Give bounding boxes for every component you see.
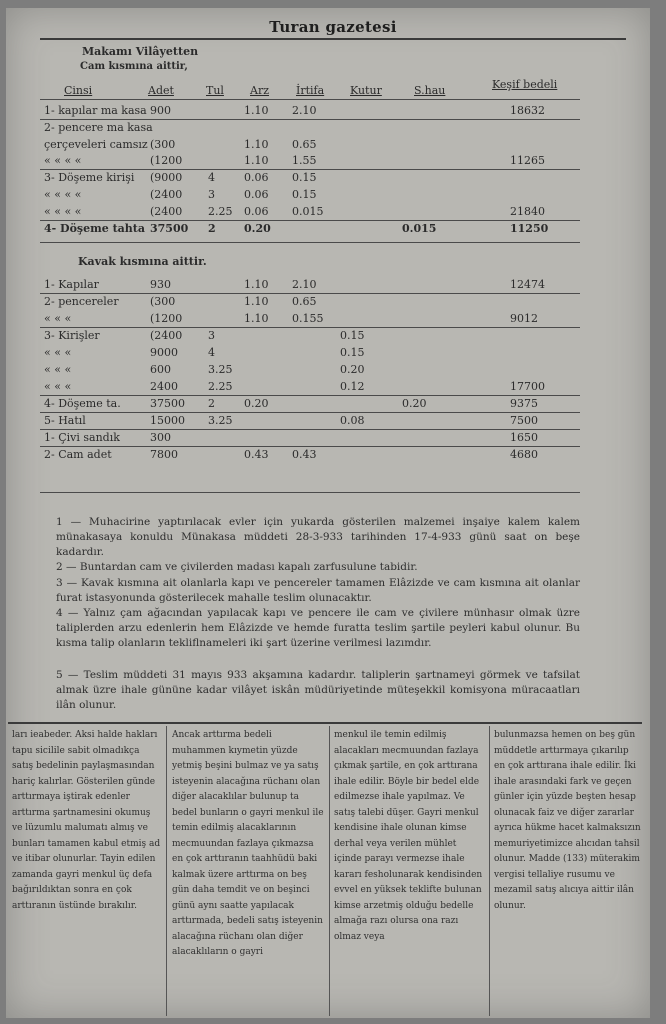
table1-cell-kesif: 11265: [510, 154, 545, 168]
table2-cell-adet: 930: [150, 278, 171, 291]
column-1: [12, 728, 162, 1008]
table2-cell-adet: 600: [150, 363, 171, 376]
table2-cell-tul: 3.25: [208, 363, 233, 376]
table1-cell-kesif: 11250: [510, 221, 549, 235]
table1-cell-cinsi: « « « «: [44, 204, 82, 218]
table1-cell-cinsi: çerçeveleri camsız: [44, 137, 148, 151]
table2-cell-adet: 7800: [150, 448, 178, 461]
table2-row-rule: [40, 327, 580, 328]
table2-cell-cinsi: 1- Kapılar: [44, 278, 99, 291]
table1-row-rule: [40, 220, 580, 221]
table2-cell-adet: 37500: [150, 397, 185, 410]
table2-cell-tul: 2: [208, 397, 215, 410]
columns-top-rule: [8, 722, 642, 724]
condition-4: 4 — Yalnız çam ağacından yapılacak kapı ve pencere ile cam ve çivilere münhasır olmak üzre taliplerden arzu edenlerin hem Elâzizde ve hemde furatta teslim şartile peyleri kabul olunur. Bu kısma talip olanların tekliflnameleri iki şart üzerine verilmesi lazımdır.: [56, 607, 580, 649]
table2-cell-irtifa: 0.65: [292, 295, 317, 308]
header-tul: Tul: [206, 84, 224, 97]
column-3: [334, 728, 484, 1008]
condition-3: 3 — Kavak kısmına ait olanlarla kapı ve pencereler tamamen Elâzizde ve cam kısmına ait olanlar furat istasyonunda gösterilecek mahalle teslim olunacaktır.: [56, 577, 580, 604]
table2-cell-adet: (1200: [150, 312, 183, 325]
table2-cell-cinsi: 2- Cam adet: [44, 448, 112, 461]
column-divider-1: [166, 726, 167, 1016]
table2-cell-adet: (2400: [150, 329, 183, 342]
table1-cell-arz: 0.06: [244, 171, 269, 185]
header-smahi: S.hau: [414, 84, 446, 97]
table2-cell-tul: 2.25: [208, 380, 233, 393]
table2-cell-arz: 0.43: [244, 448, 269, 461]
table2-cell-adet: 9000: [150, 346, 178, 359]
table2-cell-arz: 0.20: [244, 397, 269, 410]
table1-cell-arz: 1.10: [244, 137, 269, 151]
table1-cell-arz: 0.20: [244, 221, 271, 235]
table1-row-rule: [40, 169, 580, 170]
table2-cell-kesif: 17700: [510, 380, 545, 393]
table2-row-rule: [40, 395, 580, 396]
column-3-text: menkul ile temin edilmiş alacakları mecmuundan fazlaya çıkmak şartile, en çok arttırana ihale edilir. Böyle bir bedel elde edilmezse ihale yapılmaz. Ve satış talebi düşer. Gayri menkul kendisine ihale olunan kimse derhal veya verilen mühlet içinde parayı vermezse ihale kararı fesholunarak kendisinden evvel en yüksek teklifte bulunan kimse arzetmiş olduğu bedelle almağa razı olursa ona razı olmaz veya: [334, 730, 483, 942]
header-irtifa: İrtifa: [296, 84, 325, 97]
table1-cell-arz: 0.06: [244, 204, 269, 218]
header-kesif: Keşif bedeli: [492, 78, 558, 91]
table1-cell-smahi: 0.015: [402, 221, 437, 235]
table2-row-rule: [40, 446, 580, 447]
column-1-text: ları ieabeder. Aksi halde hakları tapu sicilile sabit olmadıkça satış bedelinin paylaşmasından hariç kalırlar. Gösterilen günde arttırmaya iştirak edenler arttırma şartnamesini okumuş ve lüzumlu malumatı almış ve bunları tamamen kabul etmiş ad ve itibar olunurlar. Tayin edilen zamanda gayri menkul üç defa bağırıldıktan sonra en çok arttıranın üstünde bırakılır.: [12, 730, 161, 911]
table2-cell-cinsi: « « «: [44, 312, 72, 325]
table2-cell-kesif: 1650: [510, 431, 538, 444]
table1-cell-adet: 37500: [150, 221, 189, 235]
table1-cell-arz: 1.10: [244, 154, 269, 168]
table2-cell-cinsi: 2- pencereler: [44, 295, 119, 308]
table1-cell-irtifa: 0.15: [292, 171, 317, 185]
table1-cell-irtifa: 0.015: [292, 204, 324, 218]
table2-cell-cinsi: 1- Çivi sandık: [44, 431, 120, 444]
header-arz: Arz: [250, 84, 269, 97]
column-4: [494, 728, 642, 1008]
table1-cell-irtifa: 1.55: [292, 154, 317, 168]
table1-cell-kesif: 18632: [510, 104, 545, 117]
table1-cell-adet: 900: [150, 104, 171, 117]
table1-cell-cinsi: « « « «: [44, 188, 82, 201]
table2-cell-arz: 1.10: [244, 295, 269, 308]
column-2-text: Ancak arttırma bedeli muhammen kıymetin yüzde yetmiş beşini bulmaz ve ya satış isteyenin alacağına rüchanı olan diğer alacaklılar bulunup ta bedel bunların o gayri menkul ile temin edilmiş alacaklarının mecmuundan fazlaya çıkmazsa en çok arttıranın taahhüdü baki kalmak üzere arttırma on beş gün daha temdit ve on beşinci günü aynı saatte yapılacak arttırmada, bedeli satış isteyenin alacağına rüchanı olan diğer alacaklıların o gayri: [172, 730, 324, 957]
table2-cell-kesif: 12474: [510, 278, 545, 291]
newspaper-title: Turan gazetesi: [269, 18, 397, 36]
table2-cell-cinsi: 5- Hatıl: [44, 414, 86, 427]
table1-cell-adet: (300: [150, 137, 176, 151]
header-cinsi: Cinsi: [64, 84, 93, 97]
table1-cell-tul: 3: [208, 188, 215, 201]
table2-cell-adet: 15000: [150, 414, 185, 427]
condition-1: 1 — Muhacirine yaptırılacak evler için yukarda gösterilen malzemei inşaiye kalem kalem münakasaya konuldu Münakasa müddeti 28-3-933 tarihinden 17-4-933 günü saat on beşe kadardır.: [56, 516, 580, 558]
table2-cell-smahi: 0.20: [402, 397, 427, 410]
table1-cell-irtifa: 0.65: [292, 137, 317, 151]
table1-cell-cinsi: 2- pencere ma kasa: [44, 120, 153, 134]
column-divider-3: [489, 726, 490, 1016]
table2-cell-kesif: 4680: [510, 448, 538, 461]
table2-cell-adet: (300: [150, 295, 176, 308]
table1-cell-adet: (2400: [150, 188, 183, 201]
table2-cell-cinsi: « « «: [44, 363, 72, 376]
table1-cell-cinsi: « « « «: [44, 154, 82, 168]
table2-cell-cinsi: 3- Kirişler: [44, 329, 100, 342]
table2-cell-tul: 3: [208, 329, 215, 342]
table1-bottom-rule: [40, 242, 580, 243]
conditions-top-rule: [40, 492, 580, 493]
table2-cell-arz: 1.10: [244, 278, 269, 291]
condition-2: 2 — Buntardan cam ve çivilerden madası kapalı zarfusulune tabidir.: [56, 561, 418, 573]
table1-cell-tul: 2: [208, 221, 216, 235]
condition-5: 5 — Teslim müddeti 31 mayıs 933 akşamına kadardır. taliplerin şartnameyi görmek ve tafsilat almak üzre ihale gününe kadar vilâyet iskân müdüriyetinde müteşekkil komisyona müracaatları ilân olunur.: [56, 669, 580, 711]
table2-cell-arz: 1.10: [244, 312, 269, 325]
table1-cell-cinsi: 3- Döşeme kirişi: [44, 171, 135, 185]
table2-cell-cinsi: 4- Döşeme ta.: [44, 397, 121, 410]
table2-row-rule: [40, 293, 580, 294]
column-4-text: bulunmazsa hemen on beş gün müddetle arttırmaya çıkarılıp en çok arttırana ihale edilir. İki ihale arasındaki fark ve geçen günler için yüzde beşten hesap olunacak faiz ve diğer zararlar ayrıca hükme hacet kalmaksızın memuriyetimizce alıcıdan tahsil olunur. Madde (133) müterakim vergisi tellaliye rusumu ve mezamil satış alıcıya aittir ilân olunur.: [494, 730, 641, 911]
table2-cell-adet: 2400: [150, 380, 178, 393]
table1-cell-irtifa: 2.10: [292, 104, 317, 117]
table1-cell-adet: (1200: [150, 154, 183, 168]
table2-cell-irtifa: 0.43: [292, 448, 317, 461]
table2-cell-kesif: 9012: [510, 312, 538, 325]
header-rule: [40, 38, 626, 40]
table2-cell-tul: 4: [208, 346, 215, 359]
table1-subtitle: Cam kısmına aittir,: [80, 61, 188, 72]
table2-cell-kutur: 0.15: [340, 346, 365, 359]
header-kutur: Kutur: [350, 84, 382, 97]
table2-title: Kavak kısmına aittir.: [78, 255, 207, 268]
table1-cell-adet: (9000: [150, 171, 183, 185]
table2-cell-kutur: 0.20: [340, 363, 365, 376]
table1-row-rule: [40, 119, 580, 120]
column-divider-2: [329, 726, 330, 1016]
table2-cell-kutur: 0.12: [340, 380, 365, 393]
table1-cell-tul: 2.25: [208, 204, 233, 218]
table2-cell-cinsi: « « «: [44, 346, 72, 359]
table2-row-rule: [40, 429, 580, 430]
table1-cell-cinsi: 4- Döşeme tahta: [44, 221, 145, 235]
table1-cell-arz: 1.10: [244, 104, 269, 117]
table1-cell-arz: 0.06: [244, 188, 269, 201]
table2-cell-irtifa: 0.155: [292, 312, 324, 325]
table2-cell-kesif: 7500: [510, 414, 538, 427]
table1-cell-tul: 4: [208, 171, 215, 185]
table2-row-rule: [40, 412, 580, 413]
table1-title: Makamı Vilâyetten: [82, 45, 199, 58]
table2-cell-cinsi: « « «: [44, 380, 72, 393]
column-2: [172, 728, 324, 1008]
table1-cell-irtifa: 0.15: [292, 188, 317, 201]
table2-cell-kesif: 9375: [510, 397, 538, 410]
table1-cell-cinsi: 1- kapılar ma kasa: [44, 104, 147, 117]
table2-cell-kutur: 0.15: [340, 329, 365, 342]
table1-cell-kesif: 21840: [510, 204, 545, 218]
table2-cell-kutur: 0.08: [340, 414, 365, 427]
table2-cell-irtifa: 2.10: [292, 278, 317, 291]
table1-header-rule: [40, 99, 580, 100]
header-adet: Adet: [148, 84, 174, 97]
table1-cell-adet: (2400: [150, 204, 183, 218]
table2-cell-adet: 300: [150, 431, 171, 444]
table2-cell-tul: 3.25: [208, 414, 233, 427]
